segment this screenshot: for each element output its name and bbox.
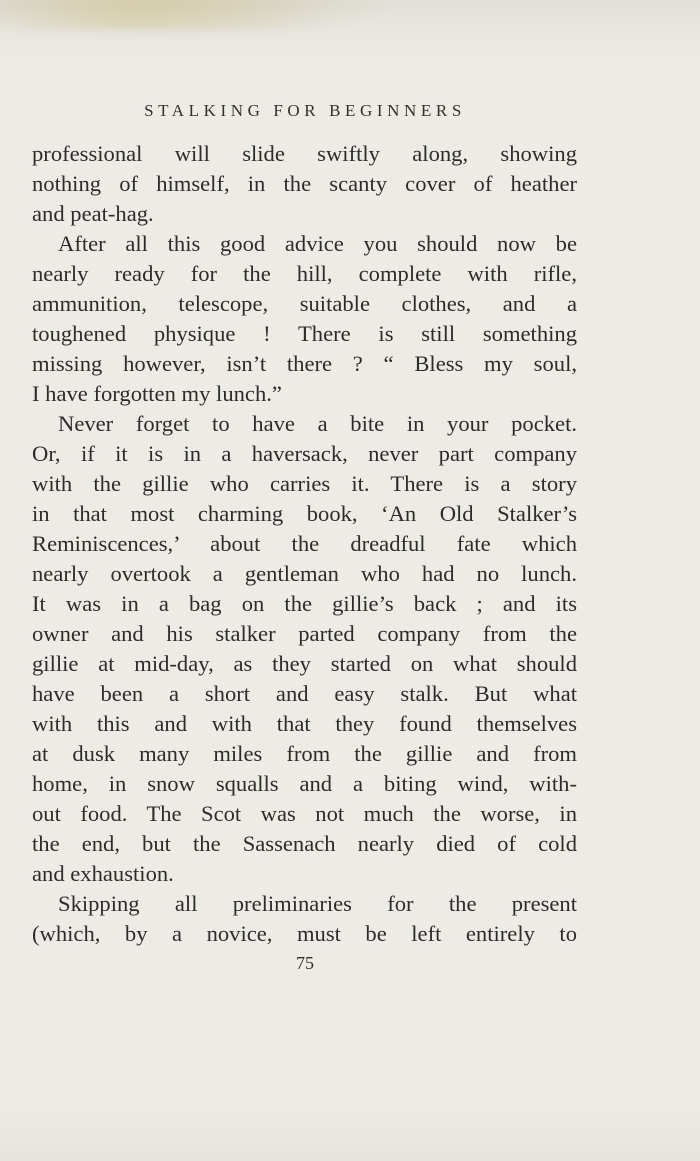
text-line: owner and his stalker parted company from the [32, 621, 577, 646]
running-head: STALKING FOR BEGINNERS [144, 101, 466, 120]
text-line: (which, by a novice, must be left entirely to [32, 921, 577, 946]
text-line: It was in a bag on the gillie’s back ; and its [32, 591, 577, 616]
page-stain [0, 0, 320, 28]
text-line: and peat-hag. [32, 201, 154, 226]
text-line: at dusk many miles from the gillie and from [32, 741, 577, 766]
text-line: and exhaustion. [32, 861, 174, 886]
text-line: toughened physique ! There is still something [32, 321, 577, 346]
text-line: have been a short and easy stalk. But what [32, 681, 577, 706]
text-line: in that most charming book, ‘An Old Stalker’s [32, 501, 577, 526]
text-line: ammunition, telescope, suitable clothes, and a [32, 291, 577, 316]
text-line: Reminiscences,’ about the dreadful fate which [32, 531, 577, 556]
text-line: nothing of himself, in the scanty cover of heather [32, 171, 577, 196]
text-line: After all this good advice you should now be [58, 231, 577, 256]
text-line: with the gillie who carries it. There is a story [32, 471, 577, 496]
body-text [32, 139, 577, 949]
text-line: gillie at mid-day, as they started on what should [32, 651, 577, 676]
text-line: nearly overtook a gentleman who had no lunch. [32, 561, 577, 586]
text-line: nearly ready for the hill, complete with rifle, [32, 261, 577, 286]
text-line: out food. The Scot was not much the worse, in [32, 801, 577, 826]
text-line: missing however, isn’t there ? “ Bless my soul, [32, 351, 577, 376]
text-line: I have forgotten my lunch.” [32, 381, 282, 406]
page-number: 75 [296, 953, 314, 973]
text-line: Or, if it is in a haversack, never part company [32, 441, 577, 466]
text-line: Skipping all preliminaries for the present [58, 891, 577, 916]
text-line: the end, but the Sassenach nearly died of cold [32, 831, 577, 856]
text-line: home, in snow squalls and a biting wind, with- [32, 771, 577, 796]
text-line: Never forget to have a bite in your pocket. [58, 411, 577, 436]
text-line: with this and with that they found themselves [32, 711, 577, 736]
text-line: professional will slide swiftly along, showing [32, 141, 577, 166]
